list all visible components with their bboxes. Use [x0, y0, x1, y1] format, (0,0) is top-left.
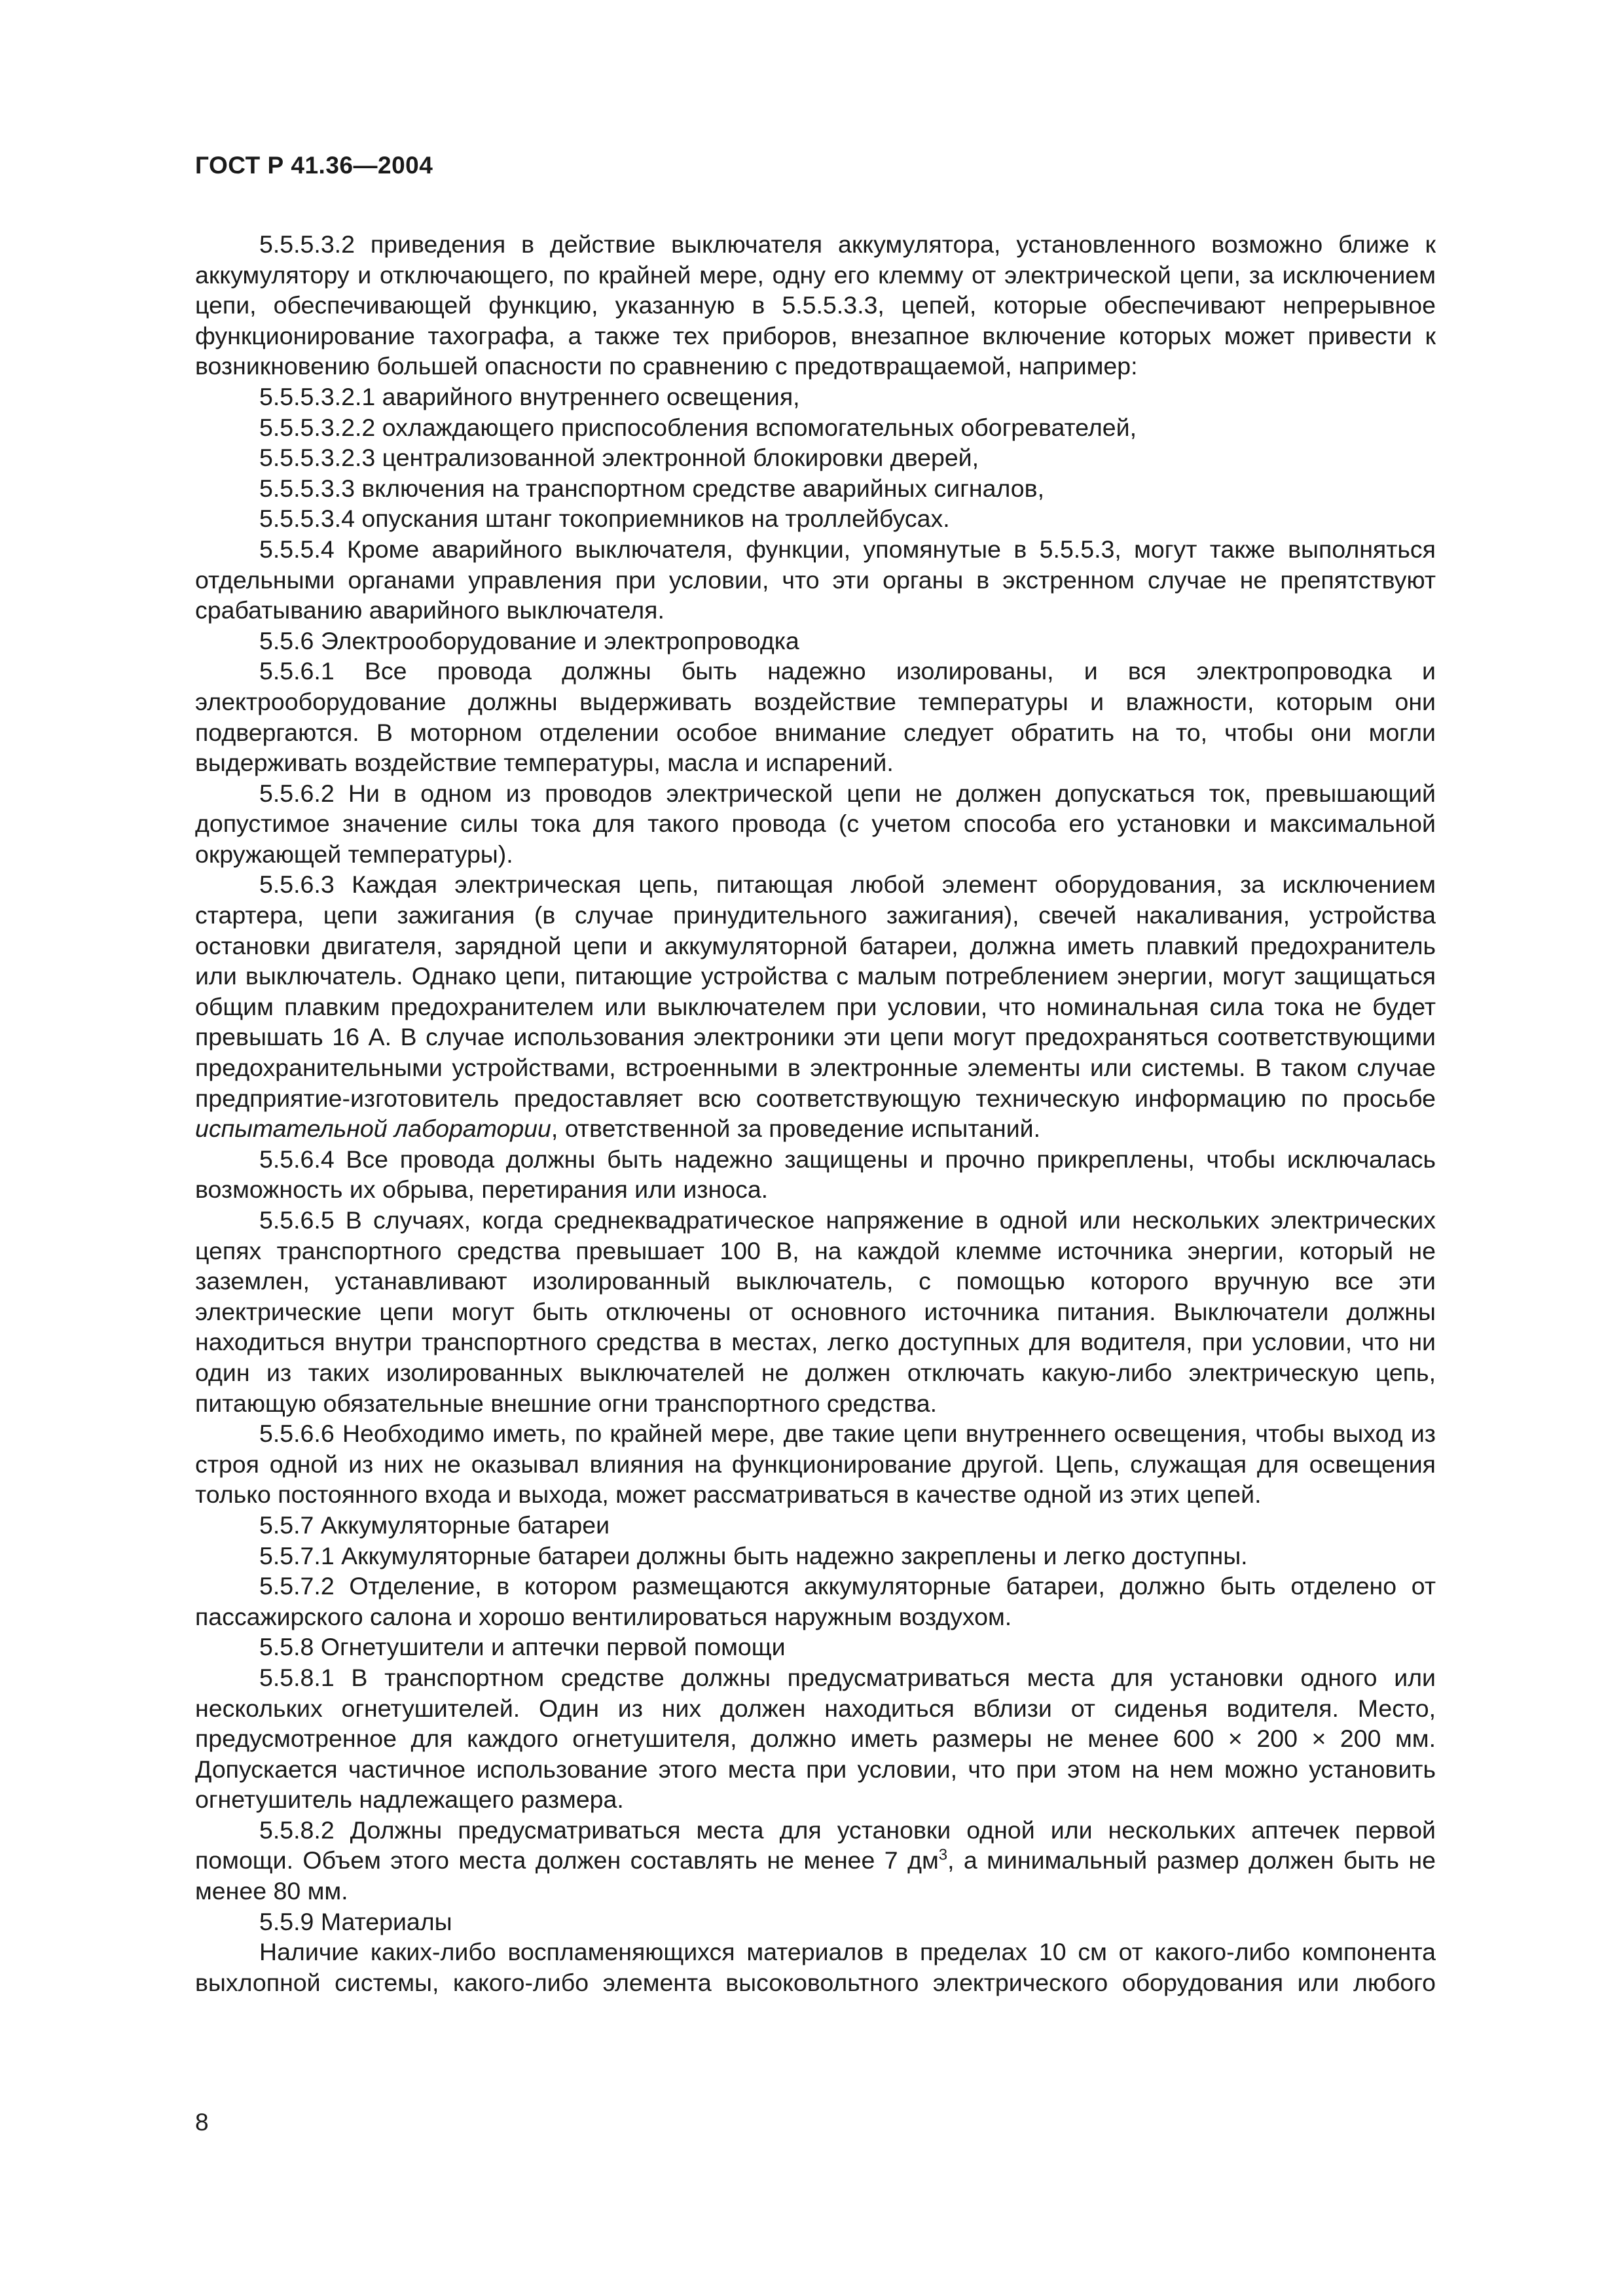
paragraph: 5.5.5.4 Кроме аварийного выключателя, функции, упомянутые в 5.5.5.3, могут также выполняться отдельными органами управления при условии, что эти органы в экстренном случае не препятствуют срабатыванию аварийного выключателя. — [195, 535, 1436, 624]
paragraph — [195, 1815, 1436, 1907]
paragraph-text: , а минимальный размер должен быть не менее 80 мм. — [195, 1846, 1436, 1905]
paragraph: 5.5.5.3.3 включения на транспортном средстве аварийных сигналов, — [259, 474, 1044, 502]
paragraph: 5.5.6.4 Все провода должны быть надежно защищены и прочно прикреплены, чтобы исключалась возможность их обрыва, перетирания или износа. — [195, 1145, 1436, 1204]
paragraph: 5.5.5.3.2.2 охлаждающего приспособления вспомогательных обогревателей, — [259, 413, 1137, 441]
paragraph: 5.5.8.1 В транспортном средстве должны предусматриваться места для установки одного или нескольких огнетушителей. Один из них должен находиться вблизи от сиденья водителя. Место, предусмотренное для каждого огнетушителя, должно иметь размеры не менее 600 × 200 × 200 мм. Допускается частичное использование этого места при условии, что при этом на нем можно установить огнетушитель надлежащего размера. — [195, 1663, 1436, 1814]
paragraph: 5.5.7.2 Отделение, в котором размещаются аккумуляторные батареи, должно быть отделено от пассажирского салона и хорошо вентилироваться наружным воздухом. — [195, 1572, 1436, 1630]
paragraph: 5.5.5.3.4 опускания штанг токоприемников на троллейбусах. — [259, 505, 950, 533]
paragraph-text: 5.5.8.2 Должны предусматриваться места для установки одной или нескольких аптечек первой помощи. Объем этого места должен составлять не менее 7 дм — [195, 1816, 1436, 1874]
section-heading: 5.5.7 Аккумуляторные батареи — [259, 1511, 610, 1539]
paragraph: 5.5.5.3.2.3 централизованной электронной блокировки дверей, — [259, 444, 979, 472]
superscript: 3 — [938, 1846, 948, 1864]
paragraph: Наличие каких-либо воспламеняющихся материалов в пределах 10 см от какого-либо компонента выхлопной системы, какого-либо элемента высоковольтного электрического оборудования или любого — [195, 1938, 1436, 1996]
paragraph: 5.5.6.6 Необходимо иметь, по крайней мере, две такие цепи внутреннего освещения, чтобы выход из строя одной из них не оказывал влияния на функционирование другой. Цепь, служащая для освещения только постоянного входа и выхода, может рассматриваться в качестве одной из этих цепей. — [195, 1420, 1436, 1509]
paragraph-text: , ответственной за проведение испытаний. — [551, 1115, 1041, 1143]
paragraph: 5.5.5.3.2 приведения в действие выключателя аккумулятора, установленного возможно ближе к аккумулятору и отключающего, по крайней мере, одну его клемму от электрической цепи, за исключением цепи, обеспечивающей функцию, указанную в 5.5.5.3.3, цепей, которые обеспечивают непрерывное функционирование тахографа, а также тех приборов, внезапное включение которых может привести к возникновению большей опасности по сравнению с предотвращаемой, например: — [195, 230, 1436, 380]
paragraph — [195, 869, 1436, 1143]
paragraph: 5.5.6.5 В случаях, когда среднеквадратическое напряжение в одной или нескольких электрических цепях транспортного средства превышает 100 В, на каждой клемме источника энергии, который не заземлен, устанавливают изолированный выключатель, с помощью которого вручную все эти электрические цепи могут быть отключены от основного источника питания. Выключатели должны находиться внутри транспортного средства в местах, легко доступных для водителя, при условии, что ни один из таких изолированных выключателей не должен отключать какую-либо электрическую цепь, питающую обязательные внешние огни транспортного средства. — [195, 1206, 1436, 1417]
paragraph: 5.5.6.1 Все провода должны быть надежно изолированы, и вся электропроводка и электрооборудование должны выдерживать воздействие температуры и влажности, которым они подвергаются. В моторном отделении особое внимание следует обратить на то, чтобы они могли выдерживать воздействие температуры, масла и испарений. — [195, 657, 1436, 777]
page-number: 8 — [195, 2109, 209, 2136]
paragraph-text: 5.5.6.3 Каждая электрическая цепь, питающая любой элемент оборудования, за исключением стартера, цепи зажигания (в случае принудительного зажигания), свечей накаливания, устройства остановки двигателя, зарядной цепи и аккумуляторной батареи, должна иметь плавкий предохранитель или выключатель. Однако цепи, питающие устройства с малым потреблением энергии, могут защищаться общим плавким предохранителем или выключателем при условии, что номинальная сила тока не будет превышать 16 А. В случае использования электроники эти цепи могут предохраняться соответствующими предохранительными устройствами, встроенными в электронные элементы или системы. В таком случае предприятие-изготовитель предоставляет всю соответствующую техническую информацию по просьбе — [195, 870, 1436, 1112]
paragraph: 5.5.7.1 Аккумуляторные батареи должны быть надежно закреплены и легко доступны. — [259, 1541, 1248, 1570]
paragraph: 5.5.5.3.2.1 аварийного внутреннего освещения, — [259, 382, 800, 410]
document-header: ГОСТ Р 41.36—2004 — [195, 152, 433, 179]
paragraph: 5.5.6.2 Ни в одном из проводов электрической цепи не должен допускаться ток, превышающий допустимое значение силы тока для такого провода (с учетом способа его установки и максимальной окружающей температуры). — [195, 779, 1436, 868]
section-heading: 5.5.9 Материалы — [259, 1907, 452, 1935]
body-text — [195, 229, 1436, 1998]
section-heading: 5.5.8 Огнетушители и аптечки первой помощи — [259, 1633, 786, 1661]
italic-term: испытательной лаборатории — [195, 1115, 551, 1143]
section-heading: 5.5.6 Электрооборудование и электропроводка — [259, 626, 799, 655]
